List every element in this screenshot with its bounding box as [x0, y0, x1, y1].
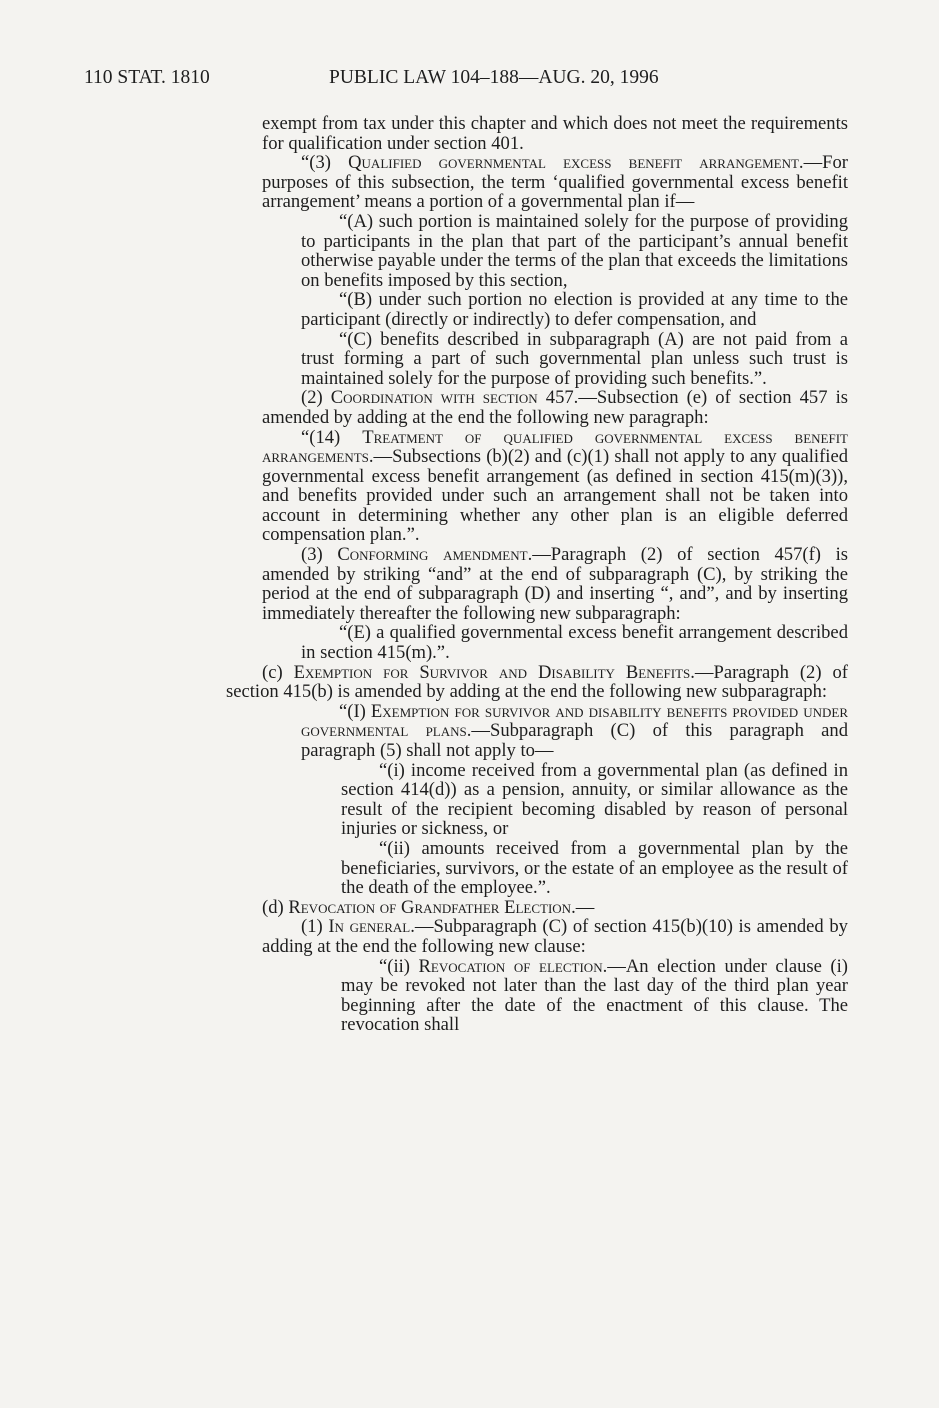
clause-ii-amounts: “(ii) amounts received from a governmental plan by the beneficiaries, survivors, or the estate of an employee as the result of the death of the employee.”. — [341, 837, 848, 899]
subparagraph-c: “(C) benefits described in subparagraph (A) are not paid from a trust forming a part of such governmental plan unless such trust is maintained solely for the purpose of providing such benefits.”. — [301, 328, 848, 389]
paragraph-caption: Qualified governmental excess benefit arrangement — [348, 152, 799, 174]
public-law-title: PUBLIC LAW 104–188—AUG. 20, 1996 — [329, 67, 659, 88]
paragraph-caption: Revocation of Grandfather Election — [288, 896, 572, 918]
paragraph-14-treatment: “(14) Treatment of qualified governmental excess benefit arrangements.—Subsections (b)(2) and (c)(1) shall not apply to any qualified governmental excess benefit arrangement (as defined in section 415(m)(3)), and benefits provided under such an arrangement shall not be taken into account in determining whether any other plan is an eligible deferred compensation plan.”. — [262, 426, 848, 546]
paragraph-caption: Treatment of qualified governmental excess benefit arrangements — [262, 426, 848, 468]
paragraph-caption: In general — [328, 916, 411, 938]
paragraph-continuation: exempt from tax under this chapter and which does not meet the requirements for qualification under section 401. — [262, 113, 848, 154]
paragraph-1-in-general: (1) In general.—Subparagraph (C) of section 415(b)(10) is amended by adding at the end the following new clause: — [262, 916, 848, 957]
subparagraph-i-exemption: “(I) Exemption for survivor and disability benefits provided under governmental plans.—Subparagraph (C) of this paragraph and paragraph (5) shall not apply to— — [301, 700, 848, 761]
paragraph-caption: Conforming amendment — [337, 544, 528, 566]
subsection-c-exemption: (c) Exemption for Survivor and Disability Benefits.—Paragraph (2) of section 415(b) is amended by adding at the end the following new subparagraph: — [226, 661, 848, 703]
subsection-d-revocation: (d) Revocation of Grandfather Election.— — [262, 896, 595, 918]
paragraph-caption: Coordination with section 457 — [330, 387, 574, 409]
paragraph-caption: Exemption for survivor and disability benefits provided under governmental plans — [301, 700, 848, 742]
subparagraph-a: “(A) such portion is maintained solely for the purpose of providing to participants in the plan that part of the participant’s annual benefit otherwise payable under the terms of the plan that exceeds the limitations on benefits imposed by this section, — [301, 210, 848, 291]
document-body — [0, 114, 939, 1035]
subparagraph-e: “(E) a qualified governmental excess benefit arrangement described in section 415(m).”. — [301, 622, 848, 664]
clause-i-income: “(i) income received from a governmental plan (as defined in section 414(d)) as a pension, annuity, or similar allowance as the result of the recipient becoming disabled by reason of personal injuries or sickness, or — [341, 759, 848, 840]
subparagraph-b: “(B) under such portion no election is provided at any time to the participant (directly or indirectly) to defer compensation, and — [301, 289, 848, 330]
statute-citation: 110 STAT. 1810 — [84, 67, 210, 88]
paragraph-2-coordination: (2) Coordination with section 457.—Subsection (e) of section 457 is amended by adding at the end the following new paragraph: — [262, 387, 848, 428]
paragraph-caption: Exemption for Survivor and Disability Benefits — [293, 661, 691, 683]
paragraph-3-qualified-arrangement: “(3) Qualified governmental excess benefit arrangement.—For purposes of this subsection, the term ‘qualified governmental excess benefit arrangement’ means a portion of a governmental plan if— — [262, 152, 848, 213]
paragraph-3-conforming: (3) Conforming amendment.—Paragraph (2) of section 457(f) is amended by striking “and” at the end of subparagraph (C), by striking the period at the end of subparagraph (D) and inserting “, and”, and by inserting immediately thereafter the following new subparagraph: — [262, 544, 848, 624]
clause-ii-revocation: “(ii) Revocation of election.—An election under clause (i) may be revoked not later than the last day of the third plan year beginning after the date of the enactment of this clause. The revocation shall — [341, 955, 848, 1036]
paragraph-caption: Revocation of election — [418, 955, 603, 977]
